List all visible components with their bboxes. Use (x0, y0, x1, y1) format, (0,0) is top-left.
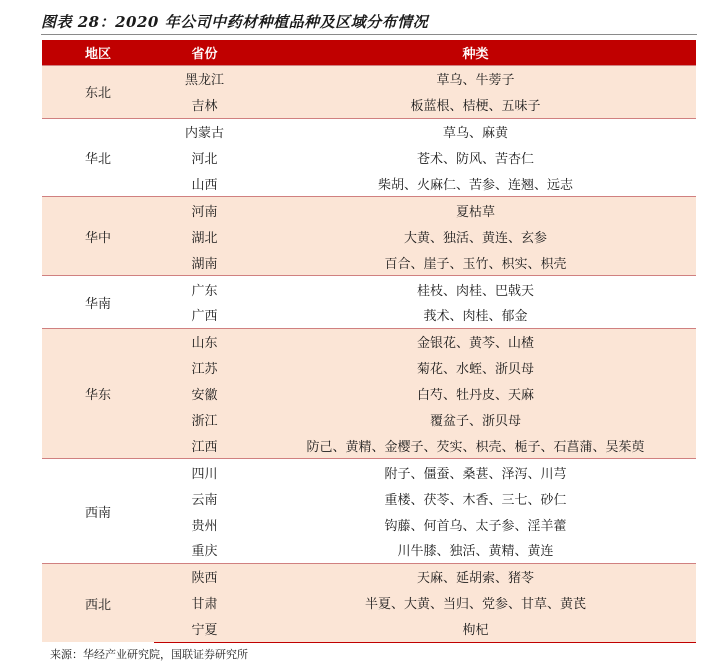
kind-cell: 白芍、牡丹皮、天麻 (255, 381, 696, 407)
province-cell: 黑龙江 (154, 66, 255, 92)
table-row (42, 276, 696, 302)
province-cell: 山东 (154, 328, 255, 354)
kind-cell: 柴胡、火麻仁、苦参、连翘、远志 (255, 171, 696, 197)
table-row (42, 459, 696, 485)
province-cell: 宁夏 (154, 616, 255, 642)
header-province: 省份 (154, 40, 255, 66)
kind-cell: 板蓝根、桔梗、五味子 (255, 92, 696, 118)
region-cell: 西北 (42, 563, 154, 642)
table-row (42, 118, 696, 144)
province-cell: 云南 (154, 485, 255, 511)
kind-cell: 天麻、延胡索、猪苓 (255, 563, 696, 589)
table-body (42, 66, 696, 643)
title-divider (41, 34, 697, 35)
kind-cell: 莪术、肉桂、郁金 (255, 302, 696, 328)
region-cell: 华东 (42, 328, 154, 458)
table-row (42, 66, 696, 92)
kind-cell: 苍术、防风、苦杏仁 (255, 145, 696, 171)
province-cell: 安徽 (154, 381, 255, 407)
province-cell: 吉林 (154, 92, 255, 118)
kind-cell: 菊花、水蛭、浙贝母 (255, 355, 696, 381)
kind-cell: 草乌、麻黄 (255, 118, 696, 144)
kind-cell: 金银花、黄芩、山楂 (255, 328, 696, 354)
province-cell: 甘肃 (154, 590, 255, 616)
province-cell: 山西 (154, 171, 255, 197)
region-cell: 华北 (42, 118, 154, 197)
province-cell: 湖北 (154, 223, 255, 249)
province-cell: 湖南 (154, 249, 255, 275)
province-cell: 四川 (154, 459, 255, 485)
province-cell: 广西 (154, 302, 255, 328)
kind-cell: 防己、黄精、金樱子、芡实、枳壳、栀子、石菖蒲、吴茱萸 (255, 432, 696, 458)
province-cell: 重庆 (154, 537, 255, 563)
distribution-table (42, 40, 696, 643)
region-cell: 东北 (42, 66, 154, 119)
kind-cell: 半夏、大黄、当归、党参、甘草、黄芪 (255, 590, 696, 616)
table-header-row (42, 40, 696, 66)
kind-cell: 重楼、茯苓、木香、三七、砂仁 (255, 485, 696, 511)
header-region: 地区 (42, 40, 154, 66)
kind-cell: 夏枯草 (255, 197, 696, 223)
kind-cell: 川牛膝、独活、黄精、黄连 (255, 537, 696, 563)
header-kind: 种类 (255, 40, 696, 66)
region-cell: 西南 (42, 459, 154, 564)
province-cell: 江苏 (154, 355, 255, 381)
province-cell: 广东 (154, 276, 255, 302)
table-row (42, 328, 696, 354)
kind-cell: 附子、僵蚕、桑葚、泽泻、川芎 (255, 459, 696, 485)
province-cell: 内蒙古 (154, 118, 255, 144)
kind-cell: 草乌、牛蒡子 (255, 66, 696, 92)
kind-cell: 百合、崖子、玉竹、枳实、枳壳 (255, 249, 696, 275)
figure-title: 图表 28：2020 年公司中药材种植品种及区域分布情况 (41, 13, 429, 31)
province-cell: 河北 (154, 145, 255, 171)
kind-cell: 枸杞 (255, 616, 696, 642)
region-cell: 华中 (42, 197, 154, 276)
kind-cell: 钩藤、何首乌、太子参、淫羊藿 (255, 511, 696, 537)
province-cell: 陕西 (154, 563, 255, 589)
table-row (42, 563, 696, 589)
region-cell: 华南 (42, 276, 154, 329)
kind-cell: 覆盆子、浙贝母 (255, 407, 696, 433)
table-row (42, 197, 696, 223)
province-cell: 浙江 (154, 407, 255, 433)
kind-cell: 桂枝、肉桂、巴戟天 (255, 276, 696, 302)
kind-cell: 大黄、独活、黄连、玄参 (255, 223, 696, 249)
province-cell: 河南 (154, 197, 255, 223)
province-cell: 江西 (154, 432, 255, 458)
source-note: 来源：华经产业研究院，国联证券研究所 (50, 648, 248, 661)
province-cell: 贵州 (154, 511, 255, 537)
